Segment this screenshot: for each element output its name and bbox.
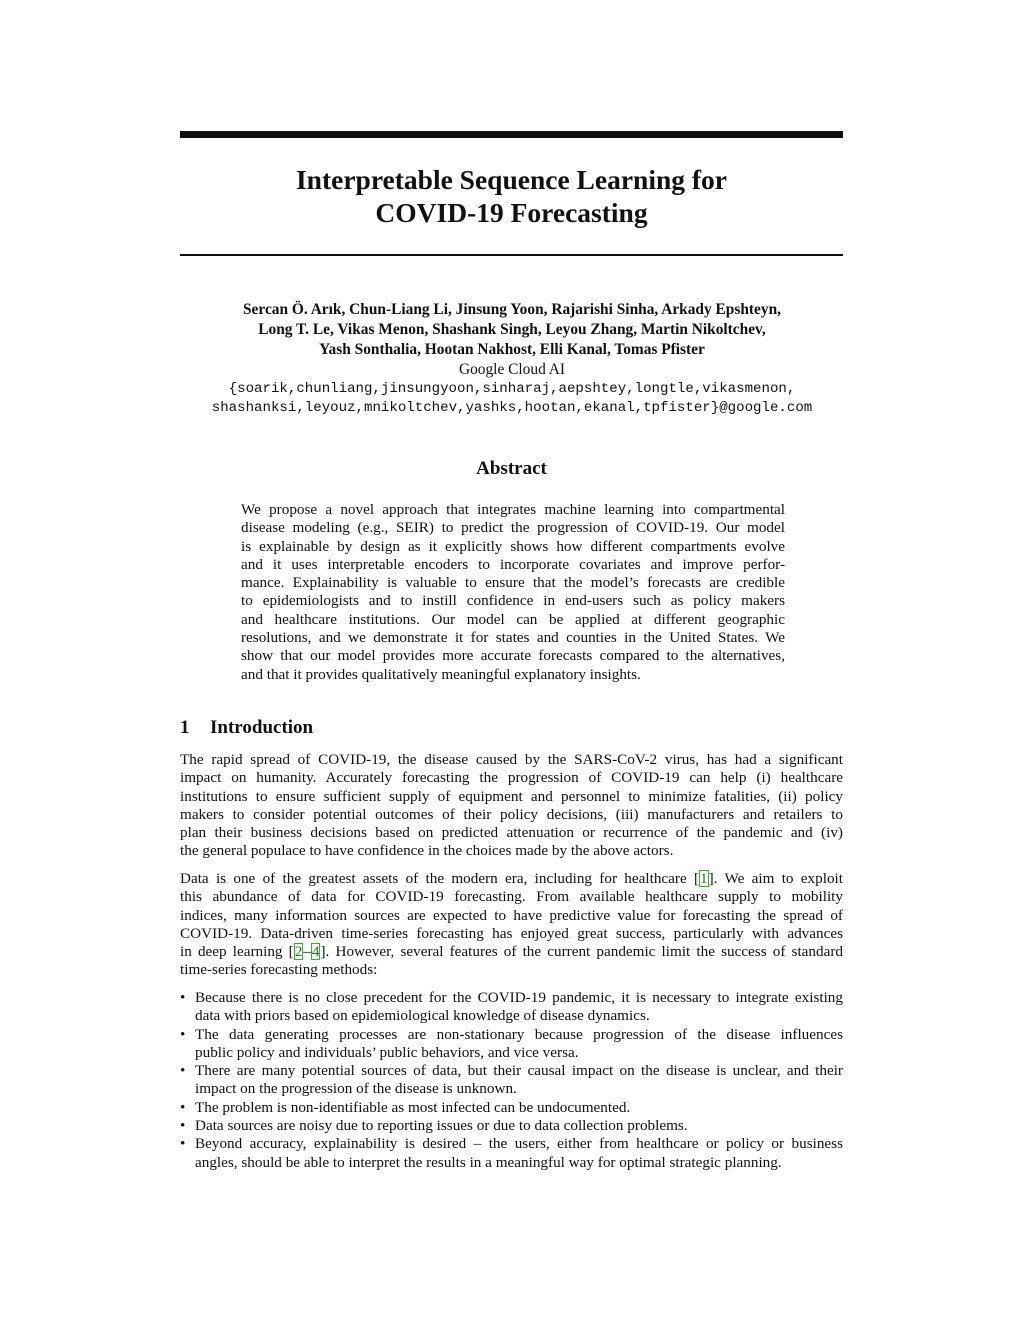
paragraph-line: this abundance of data for COVID-19 forecasting. From available healthcare supply to mobility [180,888,843,906]
paragraph-line: plan their business decisions based on predicted attenuation or recurrence of the pandemic and (iv) [180,824,843,842]
intro-paragraph-1 [180,751,843,861]
title-rule-top [180,131,843,138]
paragraph-line [180,870,843,888]
abstract-line: disease modeling (e.g., SEIR) to predict the progression of COVID-19. Our model [241,519,785,537]
paragraph-line: makers to consider potential outcomes of their policy decisions, (iii) manufacturers and retailers to [180,805,843,823]
bullet-dot: • [180,1098,186,1116]
bullet-line: impact on the progression of the disease is unknown. [195,1080,517,1098]
abstract-line: and that it provides qualitatively meaningful explanatory insights. [241,665,641,683]
citation-link-1[interactable]: 1 [700,870,708,887]
abstract-heading: Abstract [476,458,547,479]
bullet-line: data with priors based on epidemiological knowledge of disease dynamics. [195,1007,650,1025]
citation-range-dash: – [303,943,311,961]
bullet-line: angles, should be able to interpret the results in a meaningful way for optimal strategic planning. [195,1153,782,1171]
text-run: ]. We aim to exploit [708,870,843,887]
text-run: Data is one of the greatest assets of the modern era, including for healthcare [ [180,870,700,887]
challenge-bullet-list [180,989,843,1172]
section-number: 1 [180,717,190,738]
abstract-body [241,501,785,684]
author-line: Long T. Le, Vikas Menon, Shashank Singh, Leyou Zhang, Martin Nikoltchev, [258,321,766,338]
title-line: Interpretable Sequence Learning for [295,164,728,195]
paragraph-line: indices, many information sources are expected to have predictive value for forecasting the spread of [180,906,843,924]
email-line: {soarik,chunliang,jinsungyoon,sinharaj,aepshtey,longtle,vikasmenon, [228,381,796,397]
author-line: Yash Sonthalia, Hootan Nakhost, Elli Kanal, Tomas Pfister [319,341,705,358]
email-line: shashanksi,leyouz,mnikoltchev,yashks,hootan,ekanal,tpfister}@google.com [211,400,813,416]
paragraph-line: impact on humanity. Accurately forecasting the progression of COVID-19 can help (i) healthcare [180,769,843,787]
paragraph-line: COVID-19. Data-driven time-series forecasting has enjoyed great success, particularly with advances [180,924,843,942]
section-heading-introduction [180,717,843,739]
abstract-line: to epidemiologists and to instill confidence in end-users such as policy makers [241,592,785,610]
bullet-line: There are many potential sources of data, but their causal impact on the disease is unclear, and their [195,1062,843,1080]
list-item [180,1135,843,1172]
title-rule-bottom [180,254,843,256]
abstract-line: and healthcare institutions. Our model can be applied at different geographic [241,610,785,628]
list-item [180,1026,843,1063]
abstract-line: show that our model provides more accurate forecasts compared to the alternatives, [241,647,785,665]
text-run: in deep learning [ [180,943,294,961]
paper-title [180,163,843,229]
bullet-dot: • [180,1025,186,1043]
paragraph-line [180,943,843,961]
affiliation: Google Cloud AI [458,361,566,378]
bullet-dot: • [180,1062,186,1080]
citation-link-4[interactable]: 4 [311,943,320,961]
list-item [180,1099,843,1117]
bullet-line: Because there is no close precedent for the COVID-19 pandemic, it is necessary to integrate existing [195,989,843,1006]
intro-paragraph-2 [180,870,843,980]
paragraph-line: the general populace to have confidence in the choices made by the above actors. [180,842,674,860]
list-item [180,989,843,1026]
bullet-dot: • [180,1135,186,1153]
list-item [180,1117,843,1135]
title-line: COVID-19 Forecasting [375,197,648,228]
author-block [150,300,874,418]
bullet-line: Beyond accuracy, explainability is desired – the users, either from healthcare or policy or business [195,1135,843,1153]
abstract-line: We propose a novel approach that integrates machine learning into compartmental [241,501,785,518]
paragraph-line: The rapid spread of COVID-19, the disease caused by the SARS-CoV-2 virus, has had a significant [180,751,843,768]
bullet-line: The data generating processes are non-stationary because progression of the disease influences [195,1025,843,1043]
abstract-line: is explainable by design as it explicitly shows how different compartments evolve [241,537,785,555]
citation-link-2[interactable]: 2 [294,943,303,961]
text-run: ]. However, several features of the current pandemic limit the success of standard [320,943,843,961]
section-title: Introduction [210,717,314,738]
abstract-line: mance. Explainability is valuable to ensure that the model’s forecasts are credible [241,574,785,592]
abstract-line: and it uses interpretable encoders to incorporate covariates and improve perfor- [241,555,785,573]
list-item [180,1062,843,1099]
abstract-line: resolutions, and we demonstrate it for states and counties in the United States. We [241,629,785,647]
bullet-line: public policy and individuals’ public behaviors, and vice versa. [195,1043,579,1061]
bullet-line: The problem is non-identifiable as most infected can be undocumented. [195,1098,631,1116]
bullet-dot: • [180,1117,186,1135]
author-line: Sercan Ö. Arık, Chun-Liang Li, Jinsung Yoon, Rajarishi Sinha, Arkady Epshteyn, [243,301,781,318]
paragraph-line: time-series forecasting methods: [180,961,378,979]
bullet-line: Data sources are noisy due to reporting issues or due to data collection problems. [195,1117,688,1135]
paragraph-line: institutions to ensure sufficient supply of equipment and personnel to minimize fatalities, (ii) policy [180,787,843,805]
bullet-dot: • [180,989,186,1006]
